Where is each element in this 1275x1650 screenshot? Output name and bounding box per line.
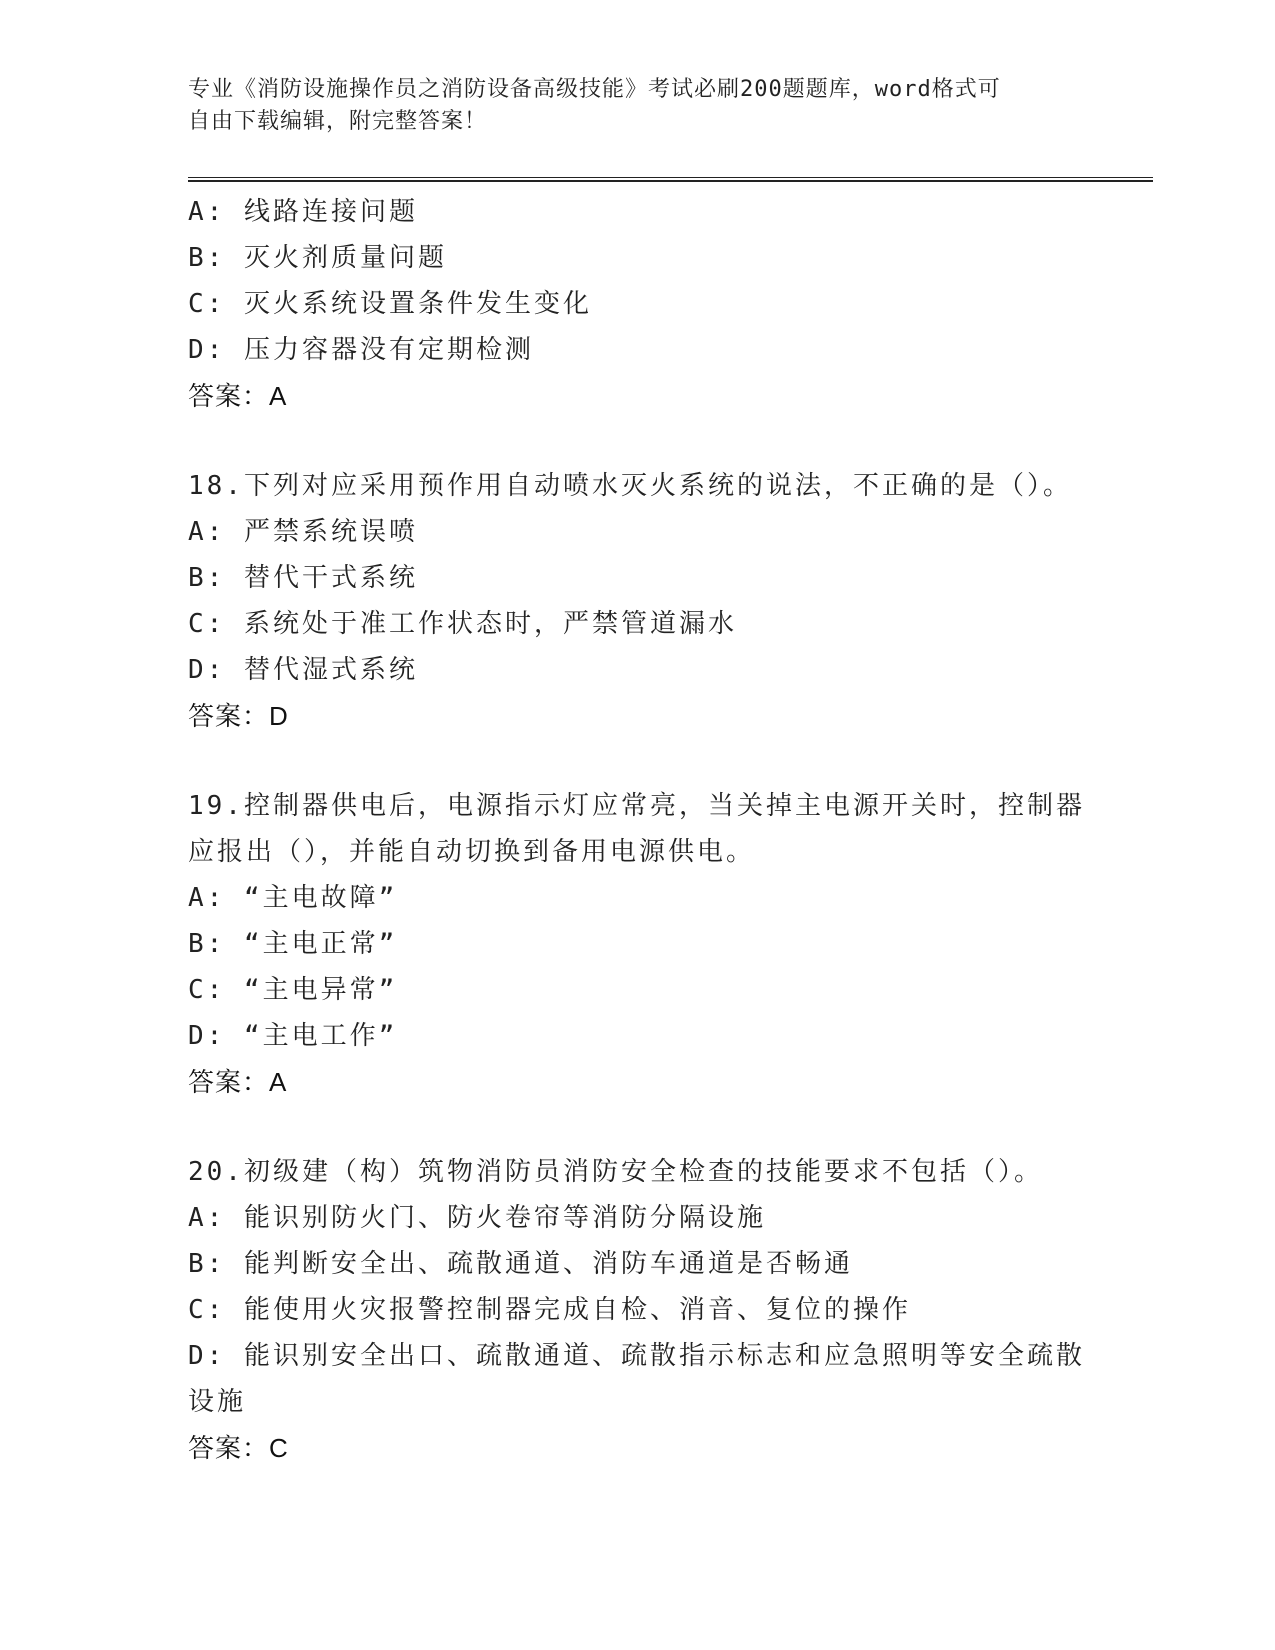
option-c: C: 灭火系统设置条件发生变化: [188, 289, 592, 319]
answer-line: 答案：D: [188, 701, 289, 731]
question-18-block: [188, 463, 1088, 739]
answer-line: 答案：C: [188, 1433, 289, 1463]
header-divider-thin: [188, 177, 1153, 178]
option-a: A: 线路连接问题: [188, 197, 418, 227]
option-b: B: 能判断安全出、疏散通道、消防车通道是否畅通: [188, 1249, 853, 1279]
option-a: A: 严禁系统误喷: [188, 517, 418, 547]
question-text: 20.初级建（构）筑物消防员消防安全检查的技能要求不包括（）。: [188, 1157, 1043, 1187]
option-c: C: “主电异常”: [188, 975, 398, 1005]
option-b: B: 替代干式系统: [188, 563, 418, 593]
option-d-continued: 设施: [188, 1387, 247, 1417]
question-20-block: [188, 1149, 1088, 1471]
header-line-2: 自由下载编辑，附完整答案！: [188, 109, 488, 134]
option-d: D: “主电工作”: [188, 1021, 398, 1051]
question-17-block: [188, 189, 1088, 419]
spacer: [188, 739, 1088, 783]
option-b: B: “主电正常”: [188, 929, 398, 959]
question-text: 18.下列对应采用预作用自动喷水灭火系统的说法，不正确的是（）。: [188, 471, 1072, 501]
option-a: A: 能识别防火门、防火卷帘等消防分隔设施: [188, 1203, 766, 1233]
answer-line: 答案：A: [188, 381, 288, 411]
option-c: C: 系统处于准工作状态时，严禁管道漏水: [188, 609, 737, 639]
question-content: [188, 189, 1088, 1471]
option-b: B: 灭火剂质量问题: [188, 243, 447, 273]
option-d: D: 能识别安全出口、疏散通道、疏散指示标志和应急照明等安全疏散: [188, 1341, 1085, 1371]
option-c: C: 能使用火灾报警控制器完成自检、消音、复位的操作: [188, 1295, 911, 1325]
question-text-line-1: 19.控制器供电后，电源指示灯应常亮，当关掉主电源开关时，控制器: [188, 791, 1085, 821]
spacer: [188, 1105, 1088, 1149]
header-divider-thick: [188, 180, 1153, 182]
question-19-block: [188, 783, 1088, 1105]
option-d: D: 压力容器没有定期检测: [188, 335, 534, 365]
answer-line: 答案：A: [188, 1067, 288, 1097]
option-a: A: “主电故障”: [188, 883, 398, 913]
option-d: D: 替代湿式系统: [188, 655, 418, 685]
header-line-1: 专业《消防设施操作员之消防设备高级技能》考试必刷200题题库，word格式可: [188, 77, 1001, 102]
document-header: [188, 74, 1068, 138]
question-text-line-2: 应报出（），并能自动切换到备用电源供电。: [188, 837, 756, 867]
spacer: [188, 419, 1088, 463]
